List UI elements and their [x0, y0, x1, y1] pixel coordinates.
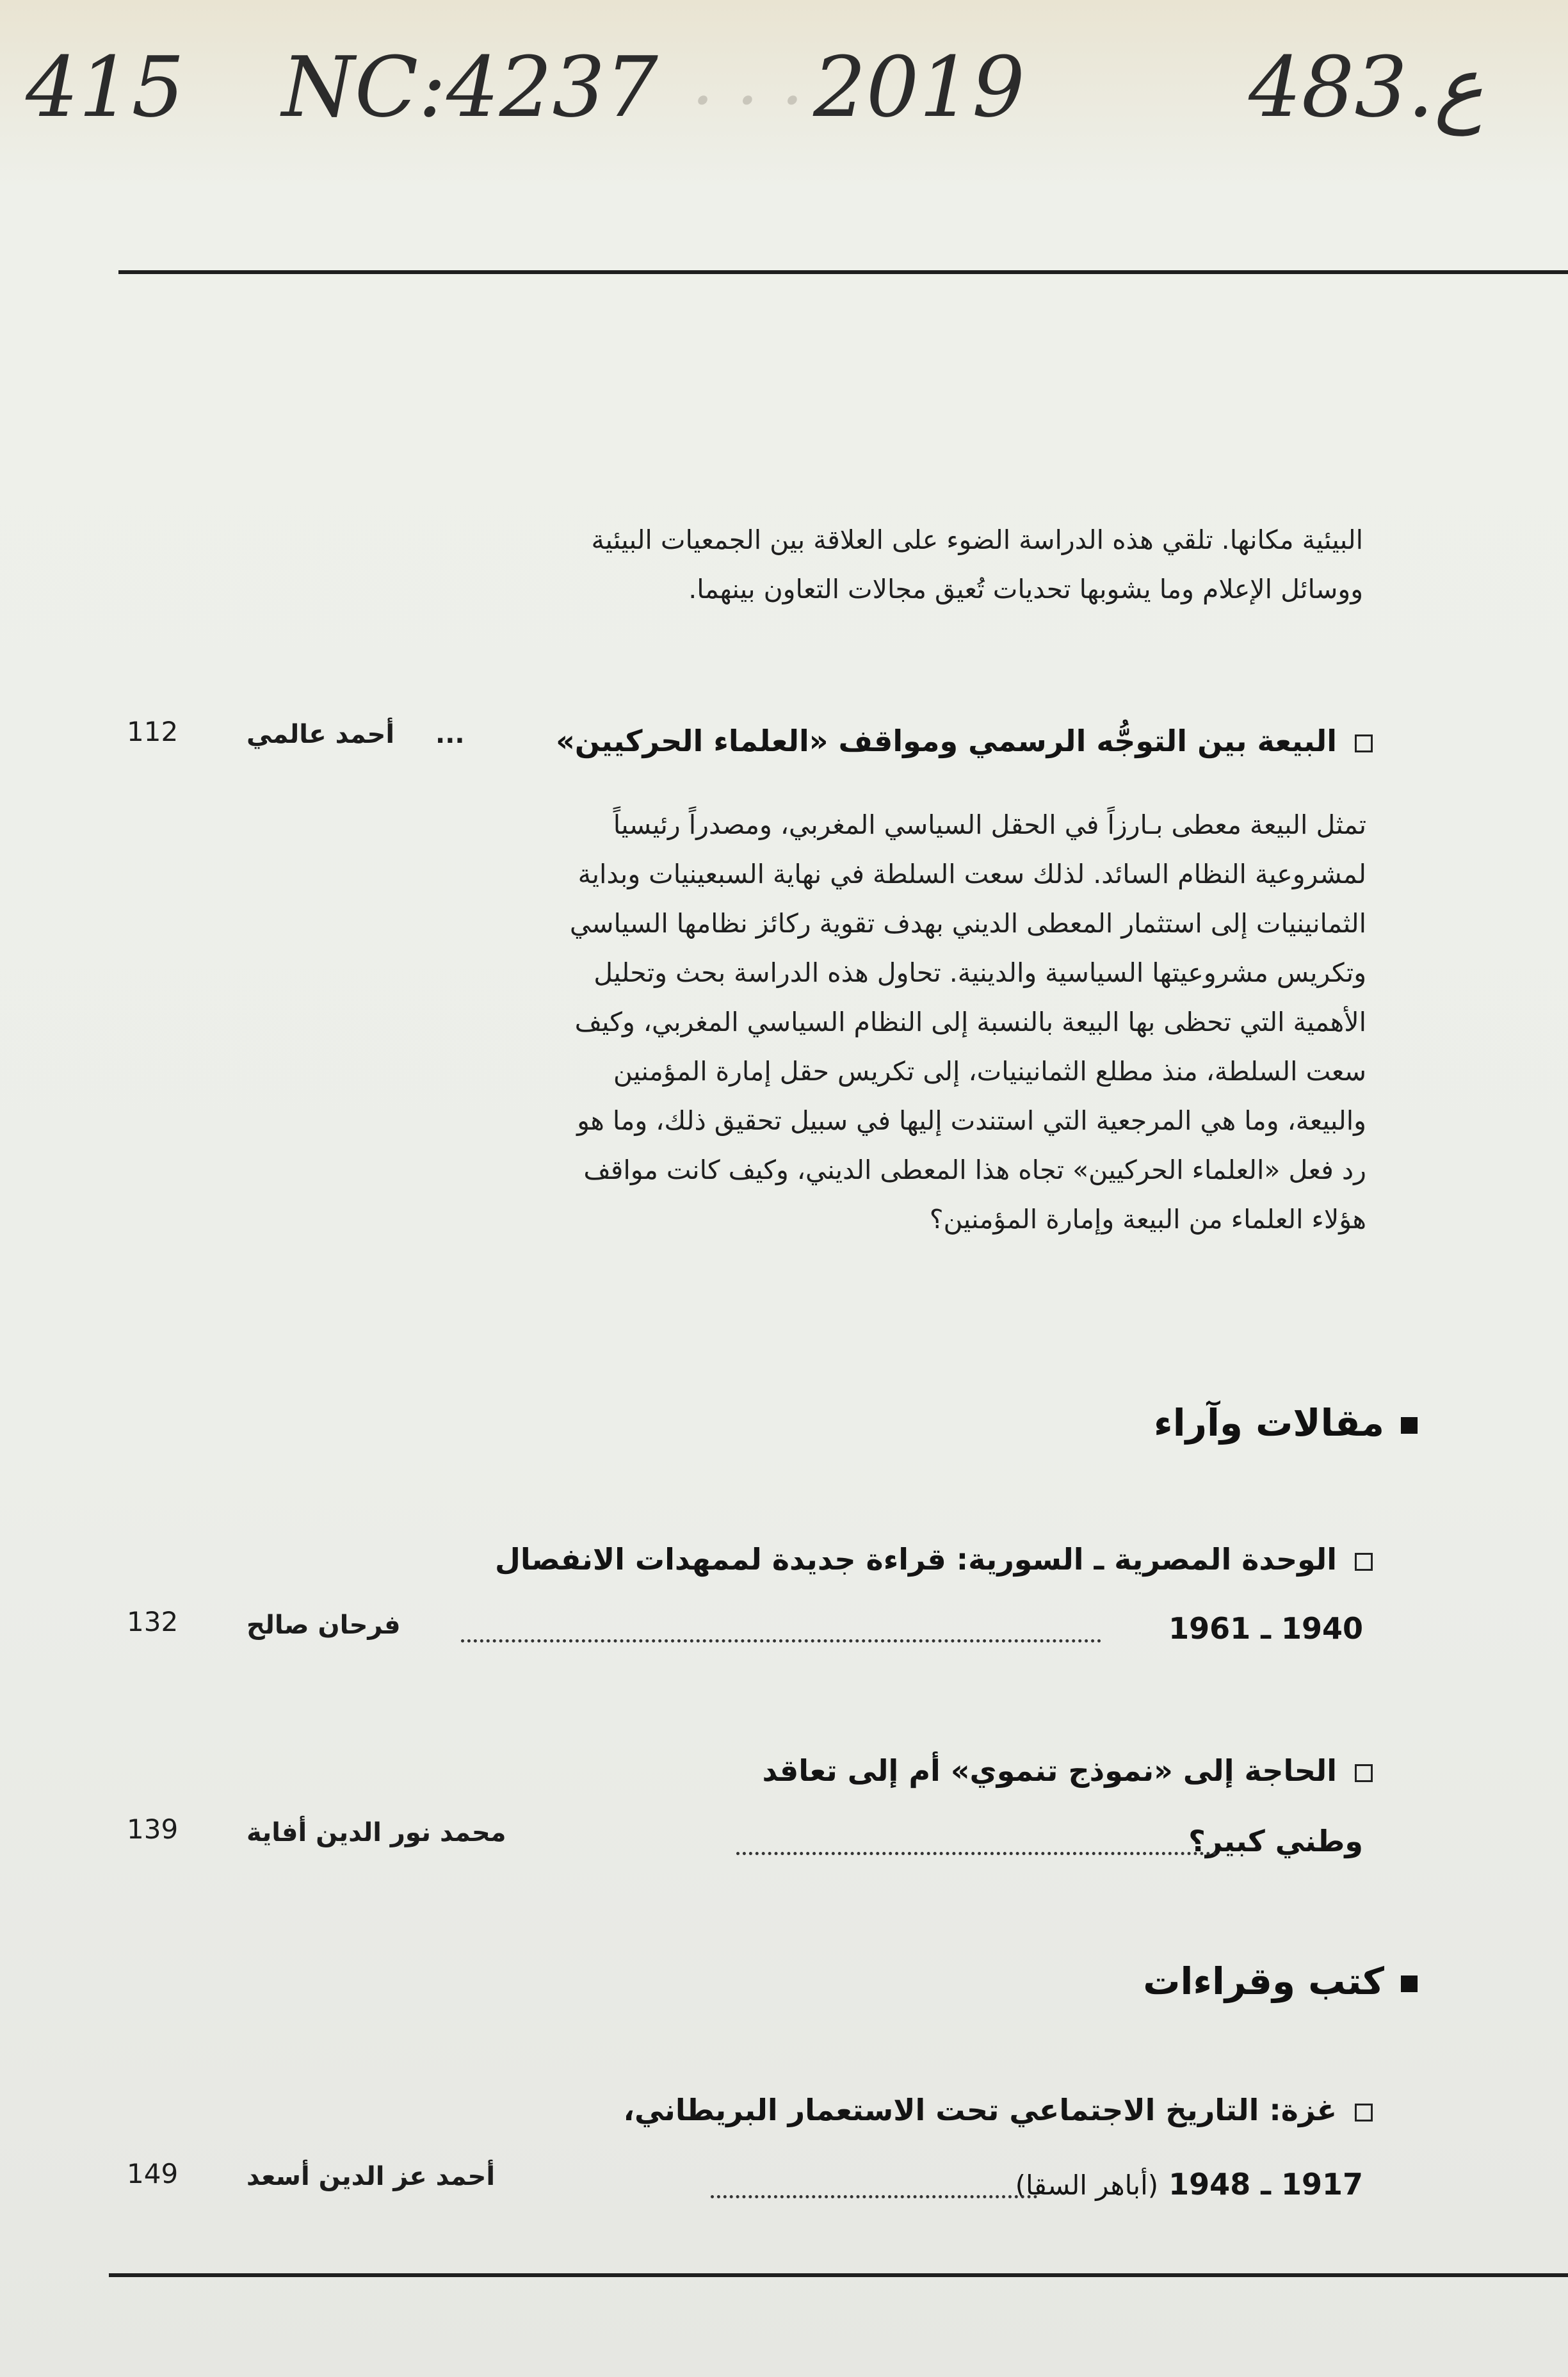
checkbox-icon	[1355, 1553, 1373, 1571]
entry-subline: وطني كبير؟	[1188, 1824, 1363, 1858]
handwritten-mark: NC:4237	[282, 38, 658, 136]
intro-paragraph	[339, 515, 1363, 614]
dotted-leader	[461, 1639, 1101, 1643]
section-heading-articles	[1154, 1401, 1418, 1445]
dotted-leader	[711, 2195, 1037, 2198]
text-line: رد فعل «العلماء الحركيين» تجاه هذا المعطى الديني، وكيف كانت مواقف	[583, 1155, 1366, 1185]
top-rule	[118, 270, 1568, 274]
checkbox-icon	[1355, 1764, 1373, 1782]
checkbox-icon	[1355, 734, 1373, 752]
text-line: هؤلاء العلماء من البيعة وإمارة المؤمنين؟	[929, 1204, 1366, 1235]
bullet-square-icon	[1401, 1975, 1418, 1992]
toc-entry-title[interactable]	[624, 2093, 1373, 2127]
text-line: ووسائل الإعلام وما يشوبها تحديات تُعيق مجالات التعاون بينهما.	[688, 574, 1363, 604]
entry-page-number: 139	[127, 1813, 179, 1845]
section-heading-books	[1143, 1959, 1418, 2003]
entry-dots: ...	[435, 720, 465, 749]
handwritten-mark: 2019	[813, 38, 1025, 136]
entry-subline-years: 1917 ـ 1948	[1168, 2167, 1363, 2202]
section-heading-text: كتب وقراءات	[1143, 1959, 1384, 2003]
text-line: سعت السلطة، منذ مطلع الثمانينيات، إلى تكريس حقل إمارة المؤمنين	[613, 1056, 1366, 1087]
toc-entry-title[interactable]	[556, 724, 1373, 758]
text-line: وتكريس مشروعيتها السياسية والدينية. تحاول هذه الدراسة بحث وتحليل	[594, 957, 1366, 988]
dotted-leader	[736, 1852, 1216, 1855]
entry-author: فرحان صالح	[247, 1610, 401, 1640]
text-line: الأهمية التي تحظى بها البيعة بالنسبة إلى النظام السياسي المغربي، وكيف	[574, 1007, 1366, 1037]
entry-title-text: البيعة بين التوجُّه الرسمي ومواقف «العلماء الحركيين»	[556, 724, 1337, 758]
entry-author: محمد نور الدين أفاية	[247, 1818, 506, 1847]
entry-title-text: الحاجة إلى «نموذج تنموي» أم إلى تعاقد	[762, 1753, 1337, 1788]
entry-subline-note: (أباهر السقا)	[1015, 2170, 1159, 2201]
entry-page-number: 112	[127, 716, 179, 747]
text-line: البيئية مكانها. تلقي هذه الدراسة الضوء على العلاقة بين الجمعيات البيئية	[591, 524, 1363, 555]
toc-entry-title[interactable]	[763, 1753, 1373, 1788]
bottom-rule	[109, 2273, 1568, 2277]
faint-show-through: . . .	[691, 38, 804, 120]
checkbox-icon	[1355, 2104, 1373, 2121]
bullet-square-icon	[1401, 1417, 1418, 1434]
entry-title-text: الوحدة المصرية ـ السورية: قراءة جديدة لممهدات الانفصال	[495, 1542, 1337, 1577]
abstract-paragraph	[323, 800, 1366, 1244]
text-line: الثمانينيات إلى استثمار المعطى الديني بهدف تقوية ركائز نظامها السياسي	[569, 908, 1366, 939]
toc-entry-title[interactable]	[495, 1542, 1373, 1577]
handwritten-mark: 415	[26, 38, 185, 136]
entry-subline	[1015, 2167, 1363, 2202]
text-line: تمثل البيعة معطى بـارزاً في الحقل السياسي المغربي، ومصدراً رئيسياً	[613, 809, 1366, 840]
text-line: والبيعة، وما هي المرجعية التي استندت إليها في سبيل تحقيق ذلك، وما هو	[577, 1105, 1366, 1136]
section-heading-text: مقالات وآراء	[1154, 1401, 1384, 1445]
entry-author: أحمد عز الدين أسعد	[247, 2162, 496, 2191]
entry-title-text: غزة: التاريخ الاجتماعي تحت الاستعمار البريطاني،	[623, 2093, 1337, 2127]
entry-author: أحمد عالمي	[247, 720, 395, 749]
entry-page-number: 132	[127, 1606, 179, 1637]
entry-page-number: 149	[127, 2158, 179, 2189]
handwritten-mark: 483.ع	[1249, 38, 1484, 136]
handwritten-shelfmarks	[0, 19, 1568, 147]
text-line: لمشروعية النظام السائد. لذلك سعت السلطة في نهاية السبعينيات وبداية	[578, 859, 1366, 889]
entry-subline: 1940 ـ 1961	[1168, 1611, 1363, 1646]
